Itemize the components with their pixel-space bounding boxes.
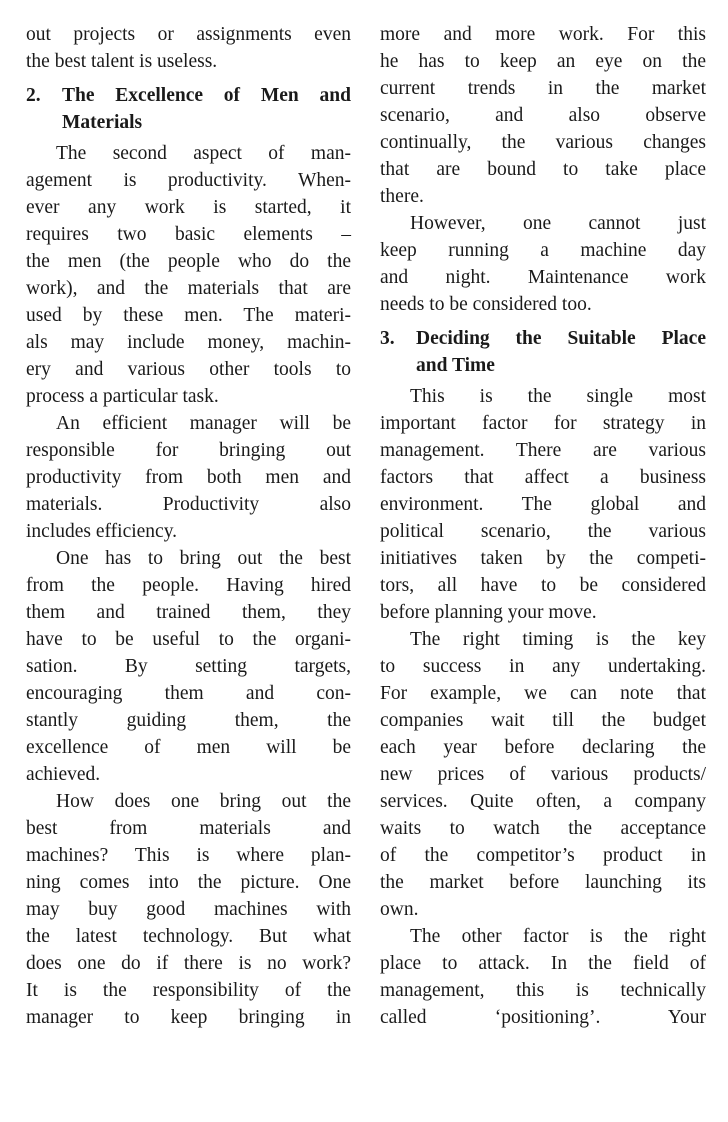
text-line: of the competitor’s product in — [380, 845, 706, 866]
text-line: The right timing is the key — [410, 629, 706, 650]
text-line: machines? This is where plan- — [26, 845, 351, 866]
section-heading-2 — [26, 82, 351, 136]
paragraph-5 — [380, 383, 706, 626]
paragraph-2 — [26, 410, 351, 545]
text-line: place to attack. In the field of — [380, 953, 706, 974]
paragraph-4 — [26, 788, 351, 1031]
text-line: there. — [380, 186, 424, 207]
text-line: How does one bring out the — [56, 791, 351, 812]
text-line: each year before declaring the — [380, 737, 706, 758]
section-heading-3 — [380, 325, 706, 379]
text-line: more and more work. For this — [380, 24, 706, 45]
text-line: tors, all have to be considered — [380, 575, 706, 596]
text-line: waits to watch the acceptance — [380, 818, 706, 839]
text-line: It is the responsibility of the — [26, 980, 351, 1001]
text-line: als may include money, machin- — [26, 332, 351, 353]
text-line: the best talent is useless. — [26, 51, 218, 72]
text-line: includes efficiency. — [26, 521, 178, 542]
paragraph-continued — [380, 21, 706, 210]
text-line: stantly guiding them, the — [26, 710, 351, 731]
paragraph-1 — [26, 140, 351, 410]
text-line: management, this is technically — [380, 980, 706, 1001]
text-line: own. — [380, 899, 419, 920]
text-line: continually, the various changes — [380, 132, 706, 153]
paragraph-3 — [26, 545, 351, 788]
text-line: ning comes into the picture. One — [26, 872, 351, 893]
text-line: productivity from both men and — [26, 467, 351, 488]
text-line: he has to keep an eye on the — [380, 51, 706, 72]
text-line: This is the single most — [410, 386, 706, 407]
text-line: achieved. — [26, 764, 101, 785]
text-line: to success in any undertaking. — [380, 656, 706, 677]
text-line: However, one cannot just — [410, 213, 706, 234]
text-line: political scenario, the various — [380, 521, 706, 542]
section-title-line: and Time — [416, 355, 495, 376]
text-line: sation. By setting targets, — [26, 656, 351, 677]
text-line: needs to be considered too. — [380, 294, 592, 315]
section-number: 3. — [380, 328, 395, 349]
text-line: ery and various other tools to — [26, 359, 351, 380]
left-column — [26, 21, 351, 1031]
text-line: work), and the materials that are — [26, 278, 351, 299]
paragraph-intro — [26, 21, 351, 75]
text-line: best from materials and — [26, 818, 351, 839]
paragraph-6 — [380, 626, 706, 923]
text-line: An efficient manager will be — [56, 413, 351, 434]
text-line: environment. The global and — [380, 494, 706, 515]
text-line: factors that affect a business — [380, 467, 706, 488]
text-line: agement is productivity. When- — [26, 170, 351, 191]
text-line: used by these men. The materi- — [26, 305, 351, 326]
text-line: and night. Maintenance work — [380, 267, 706, 288]
text-line: initiatives taken by the competi- — [380, 548, 706, 569]
right-column — [380, 21, 706, 1031]
section-number: 2. — [26, 85, 41, 106]
text-line: One has to bring out the best — [56, 548, 351, 569]
text-line: The second aspect of man- — [56, 143, 351, 164]
text-line: companies wait till the budget — [380, 710, 706, 731]
text-line: new prices of various products/ — [380, 764, 706, 785]
text-line: them and trained them, they — [26, 602, 351, 623]
text-line: have to be useful to the organi- — [26, 629, 351, 650]
text-line: out projects or assignments even — [26, 24, 351, 45]
text-line: encouraging them and con- — [26, 683, 351, 704]
text-line: does one do if there is no work? — [26, 953, 351, 974]
text-line: responsible for bringing out — [26, 440, 351, 461]
text-line: the men (the people who do the — [26, 251, 351, 272]
text-line: The other factor is the right — [410, 926, 706, 947]
text-line: management. There are various — [380, 440, 706, 461]
paragraph-maintenance — [380, 210, 706, 318]
paragraph-7 — [380, 923, 706, 1031]
text-line: excellence of men will be — [26, 737, 351, 758]
text-line: that are bound to take place — [380, 159, 706, 180]
text-line: requires two basic elements – — [26, 224, 351, 245]
text-line: services. Quite often, a company — [380, 791, 706, 812]
text-line: current trends in the market — [380, 78, 706, 99]
text-line: called ‘positioning’. Your — [380, 1007, 706, 1028]
text-line: scenario, and also observe — [380, 105, 706, 126]
text-line: the latest technology. But what — [26, 926, 351, 947]
text-line: important factor for strategy in — [380, 413, 706, 434]
text-line: materials. Productivity also — [26, 494, 351, 515]
text-line: manager to keep bringing in — [26, 1007, 351, 1028]
section-title-line: The Excellence of Men and — [62, 85, 351, 106]
text-line: For example, we can note that — [380, 683, 706, 704]
text-line: may buy good machines with — [26, 899, 351, 920]
text-line: before planning your move. — [380, 602, 597, 623]
text-line: process a particular task. — [26, 386, 219, 407]
section-title-line: Materials — [62, 112, 143, 133]
section-title-line: Deciding the Suitable Place — [416, 328, 706, 349]
text-line: the market before launching its — [380, 872, 706, 893]
text-line: keep running a machine day — [380, 240, 706, 261]
text-line: ever any work is started, it — [26, 197, 351, 218]
text-line: from the people. Having hired — [26, 575, 351, 596]
